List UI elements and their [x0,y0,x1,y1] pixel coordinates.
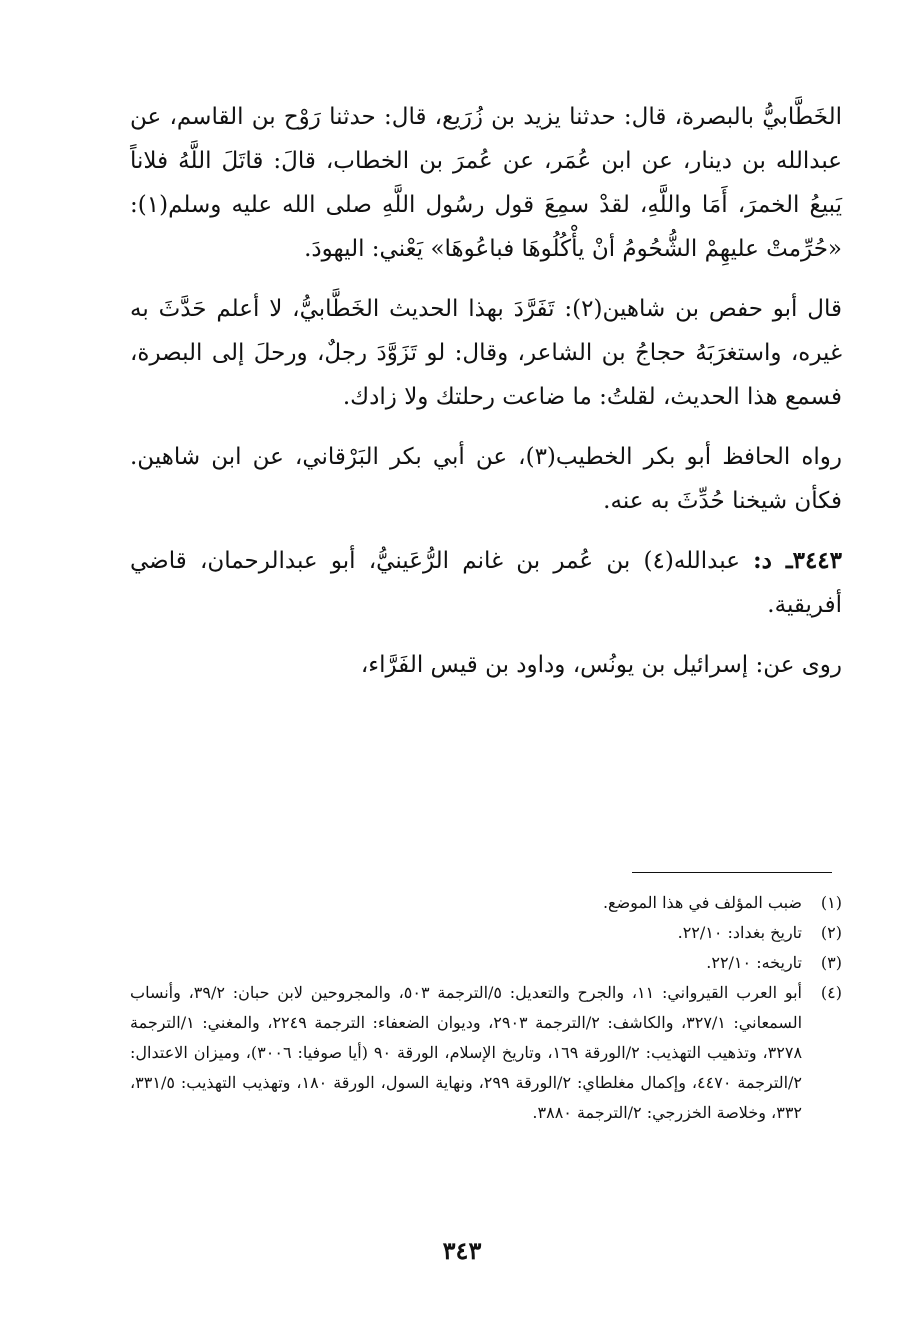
footnotes [130,888,842,1128]
footnote-text: تاريخ بغداد: ٢٢/١٠. [677,923,802,942]
biography-entry [130,539,842,627]
narrated-from: روى عن: إسرائيل بن يونُس، وداود بن قيس الفَرَّاء، [360,652,842,678]
footnote [130,888,842,918]
entry-title: عبدالله(٤) بن عُمر بن غانم الرُّعَينيُّ، أبو عبدالرحمان، قاضي أفريقية. [130,548,842,618]
footnote-number: (٢) [820,923,842,942]
footnote-number: (١) [820,893,842,912]
footnote [130,978,842,1128]
footnote-number: (٤) [820,983,842,1002]
footnote [130,948,842,978]
footnote [130,918,842,948]
footnote-text: تاريخه: ٢٢/١٠. [706,953,802,972]
commentary-paragraph: قال أبو حفص بن شاهين(٢): تَفَرَّدَ بهذا الحديث الخَطَّابيُّ، لا أعلم حَدَّثَ به غيره، واستغرَبَهُ حجاجُ بن الشاعر، وقال: لو تَزَوَّدَ رجلٌ، ورحلَ إلى البصرة، فسمع هذا الحديث، لقلتُ: ما ضاعت رحلتك ولا زادك. [130,296,842,410]
footnote-text: ضبب المؤلف في هذا الموضع. [602,893,802,912]
footnote-number: (٣) [820,953,842,972]
narration-paragraph: رواه الحافظ أبو بكر الخطيب(٣)، عن أبي بكر البَرْقاني، عن ابن شاهين. فكأن شيخنا حُدِّثَ به عنه. [130,444,842,514]
footnote-text: أبو العرب القيرواني: ١١، والجرح والتعديل: ٥/الترجمة ٥٠٣، والمجروحين لابن حبان: ٣٩/٢، وأنساب السمعاني: ٣٢٧/١، والكاشف: ٢/الترجمة ٢٩٠٣، وديوان الضعفاء: الترجمة ٢٢٤٩، والمغني: ١/الترجمة ٣٢٧٨، وتذهيب التهذيب: ٢/الورقة ١٦٩، وتاريخ الإسلام، الورقة ٩٠ (أيا صوفيا: ٣٠٠٦)، وميزان الاعتدال: ٢/الترجمة ٤٤٧٠، وإكمال مغلطاي: ٢/الورقة ٢٩٩، ونهاية السول، الورقة ١٨٠، وتهذيب التهذيب: ٣٣١/٥، ٣٣٢، وخلاصة الخزرجي: ٢/الترجمة ٣٨٨٠. [130,983,803,1122]
entry-number: ٣٤٤٣ـ د: [753,547,843,574]
hadith-paragraph: الخَطَّابيُّ بالبصرة، قال: حدثنا يزيد بن زُرَيع، قال: حدثنا رَوْح بن القاسم، عن عبدالله بن دينار، عن ابن عُمَر، عن عُمرَ بن الخطاب، قالَ: قاتَلَ اللَّهُ فلاناً يَبيعُ الخمرَ، أَمَا واللَّهِ، لقدْ سمِعَ قول رسُول اللَّهِ صلى الله عليه وسلم(١): «حُرِّمتْ عليهِمْ الشُّحُومُ أنْ يأْكُلُوهَا فباعُوهَا» يَعْني: اليهودَ. [130,104,842,262]
page-number: ٣٤٣ [442,1236,482,1265]
main-text [130,95,842,703]
footnote-divider [632,872,832,873]
